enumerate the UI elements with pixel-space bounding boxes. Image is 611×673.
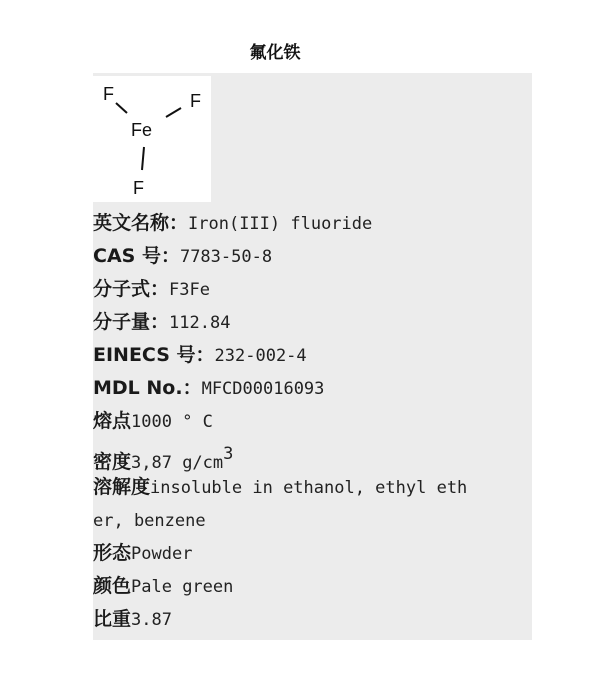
row-density (93, 438, 532, 471)
bond-top-right (166, 108, 181, 117)
row-mol-weight (93, 306, 532, 339)
mol-weight-value: 112.84 (169, 313, 231, 333)
melting-point-value: 1000 ° C (131, 412, 213, 432)
cas-value: 7783-50-8 (179, 247, 273, 267)
row-english-name (93, 207, 532, 240)
melting-point-label: 熔点 (93, 410, 132, 432)
row-specific-gravity (93, 603, 532, 636)
property-list (93, 207, 532, 636)
page-title: 氟化铁 (249, 43, 301, 63)
atom-f-bottom: F (133, 178, 144, 198)
structure-diagram (93, 76, 211, 202)
bond-top-left (116, 103, 127, 113)
einecs-value: 232-002-4 (214, 346, 307, 366)
specific-gravity-label: 比重 (93, 608, 132, 630)
atom-f-top-left: F (103, 84, 114, 104)
color-label: 颜色 (93, 575, 132, 597)
solubility-value-line2: er, benzene (93, 511, 206, 531)
row-color (93, 570, 532, 603)
row-cas (93, 240, 532, 273)
english-name-value: Iron(III) fluoride (188, 214, 373, 234)
einecs-label: EINECS 号： (93, 344, 215, 366)
mdl-value: MFCD00016093 (201, 379, 325, 399)
color-value: Pale green (131, 577, 234, 597)
row-solubility (93, 471, 532, 504)
form-label: 形态 (93, 542, 132, 564)
english-name-label: 英文名称： (93, 212, 189, 234)
row-solubility-continued (93, 504, 532, 537)
density-exponent: 3 (223, 444, 234, 464)
specific-gravity-value: 3.87 (131, 610, 172, 630)
mdl-label: MDL No.： (93, 377, 202, 399)
formula-label: 分子式： (93, 278, 170, 300)
density-label: 密度 (93, 451, 132, 473)
density-value: 3,87 g/cm (131, 453, 224, 473)
row-melting-point (93, 405, 532, 438)
atom-f-top-right: F (190, 91, 201, 111)
solubility-value-line1: insoluble in ethanol, ethyl eth (150, 478, 468, 498)
row-formula (93, 273, 532, 306)
solubility-label: 溶解度 (93, 476, 151, 498)
form-value: Powder (131, 544, 193, 564)
structure-svg (93, 76, 211, 202)
formula-value: F3Fe (169, 280, 210, 300)
atom-fe-center: Fe (131, 120, 153, 140)
bond-bottom (142, 147, 144, 170)
row-einecs (93, 339, 532, 372)
row-mdl (93, 372, 532, 405)
row-form (93, 537, 532, 570)
cas-label: CAS 号： (93, 245, 180, 267)
mol-weight-label: 分子量： (93, 311, 170, 333)
